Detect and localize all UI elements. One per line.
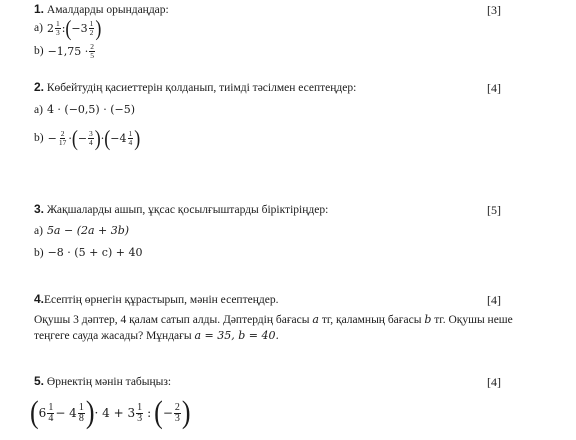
q5-minus: − 4 (55, 406, 77, 420)
q5-expression (30, 396, 191, 430)
q5-mark: [4] (487, 375, 501, 389)
q1-mark: [3] (487, 3, 501, 17)
q5-colon: : (147, 406, 152, 420)
q5-mid: · 4 + 3 (94, 406, 136, 420)
q3-item-a (34, 224, 129, 237)
q2-a-expr: 4 · (−0,5) · (−5) (46, 103, 136, 116)
q1-a-fraction: $\frac{1}{3}$ (55, 19, 60, 37)
q2-b-fraction-2: $\frac{3}{4}$ (89, 129, 93, 147)
q2-mark: [4] (487, 81, 501, 95)
q3-text: Жақшаларды ашып, ұқсас қосылғыштарды біріктіріңдер: (46, 204, 329, 216)
q1-a-paren-close: ) (95, 15, 102, 41)
q5-paren-open-2: ( (154, 395, 163, 430)
q1-a-fraction-2: $\frac{1}{2}$ (89, 19, 94, 37)
q5-fraction-3: $\frac{1}{3}$ (137, 401, 143, 424)
q2-item-b (34, 124, 140, 152)
q3-a-expr: 5a − (2a + 3b) (46, 224, 130, 237)
q3-a-label: a) (34, 224, 43, 237)
q5-fraction-2: $\frac{1}{8}$ (78, 401, 84, 424)
q2-b-minus: − (47, 131, 57, 145)
q4-line-2: теңгеге сауда жасады? Мұндағы a = 35, b = 40. (34, 329, 279, 342)
q4-condition: a = 35, b = 40. (194, 329, 279, 342)
q4-line-1: Оқушы 3 дәптер, 4 қалам сатып алды. Дәптердің бағасы a тг, қаламның бағасы b тг. Оқушы неше (34, 313, 513, 326)
q1-a-label: a) (34, 22, 43, 34)
q2-b-dot-2: · (100, 131, 105, 145)
q5-number: 5. (34, 374, 45, 388)
q2-a-label: a) (34, 103, 43, 116)
q4-var-a: a (312, 313, 319, 326)
q3-item-b (34, 246, 142, 259)
q2-number: 2. (34, 80, 45, 94)
q2-b-whole-3: −4 (110, 131, 127, 145)
q4-var-b: b (424, 313, 432, 326)
q5-paren-close: ) (85, 395, 95, 430)
q3-heading (34, 202, 328, 216)
q5-paren-open: ( (30, 395, 39, 430)
q5-fraction-1: $\frac{1}{4}$ (48, 401, 54, 424)
q1-item-b (34, 39, 96, 63)
q2-b-fraction-1: $\frac{2}{17}$ (58, 129, 67, 147)
q1-b-expr: −1,75 · (47, 44, 89, 58)
q5-text: Өрнектің мәнін табыңыз: (46, 376, 172, 388)
q4-heading (34, 292, 278, 306)
q2-item-a (34, 103, 135, 116)
q2-b-paren-close-1: ) (94, 125, 101, 151)
q1-b-fraction: $\frac{2}{5}$ (90, 42, 95, 60)
q2-b-paren-close-2: ) (134, 125, 141, 151)
q1-number: 1. (34, 2, 45, 16)
q2-b-paren-open-2: ( (104, 125, 111, 151)
q1-item-a (34, 15, 101, 41)
q2-b-minus-2: − (77, 131, 88, 145)
q2-heading (34, 80, 356, 94)
q4-text: Есептің өрнегін құрастырып, мәнін есептеңдер. (44, 294, 279, 306)
q4-mark: [4] (487, 293, 501, 307)
q4-number: 4. (34, 292, 45, 306)
q1-a-minus: −3 (71, 21, 88, 35)
q2-b-fraction-3: $\frac{1}{4}$ (128, 129, 133, 147)
q5-paren-close-2: ) (181, 395, 191, 430)
q2-b-paren-open-1: ( (71, 125, 78, 151)
q5-minus-2: − (162, 406, 173, 420)
q1-a-paren-open: ( (65, 15, 72, 41)
q1-heading (34, 2, 169, 16)
q1-a-colon: : (61, 21, 66, 35)
q5-heading (34, 374, 171, 388)
q1-text: Амалдарды орындаңдар: (46, 4, 169, 16)
q2-b-dot-1: · (68, 131, 72, 145)
q3-b-label: b) (34, 246, 44, 259)
q3-b-expr: −8 · (5 + c) + 40 (47, 246, 143, 259)
q4-paragraph (34, 312, 554, 344)
q3-number: 3. (34, 202, 45, 216)
q5-fraction-4: $\frac{2}{3}$ (174, 401, 180, 424)
q2-text: Көбейтудің қасиеттерін қолданып, тиімді тәсілмен есептеңдер: (46, 82, 357, 94)
q3-mark: [5] (487, 203, 501, 217)
q1-a-whole: 2 (46, 21, 54, 35)
q5-whole-1: 6 (38, 406, 47, 420)
q1-b-label: b) (34, 45, 44, 57)
q2-b-label: b) (34, 132, 44, 144)
